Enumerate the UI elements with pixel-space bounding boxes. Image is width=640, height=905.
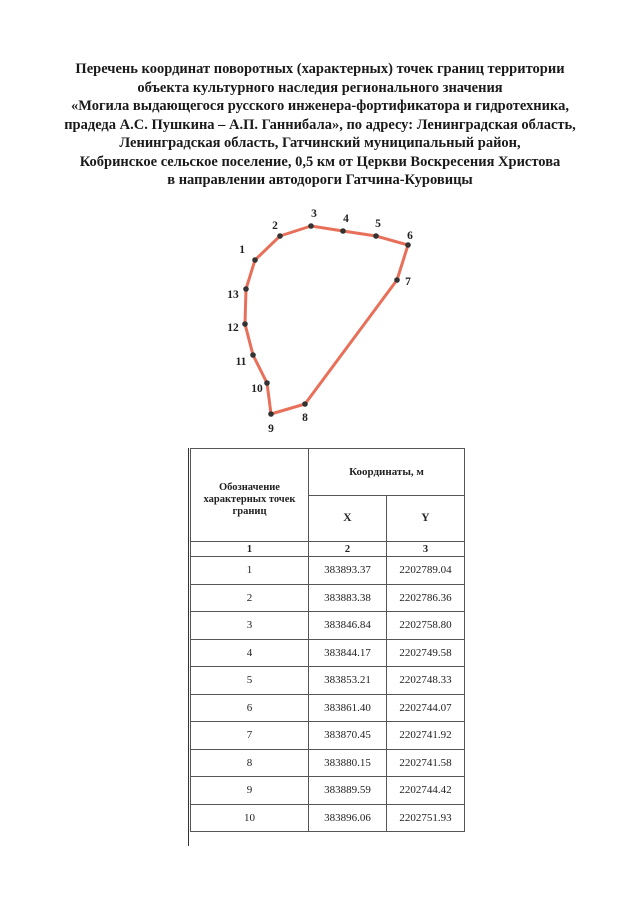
cell-point: 1 [191, 557, 309, 585]
table-row [191, 722, 465, 750]
boundary-point [302, 401, 308, 407]
cell-x: 383883.38 [309, 584, 387, 612]
cell-y: 2202741.58 [386, 749, 464, 777]
cell-point: 9 [191, 777, 309, 805]
point-label: 10 [251, 383, 263, 395]
title-line: прадеда А.С. Пушкина – А.П. Ганнибала», по адресу: Ленинградская область, [64, 116, 576, 133]
header-coordinates: Координаты, м [309, 449, 465, 496]
cell-point: 5 [191, 667, 309, 695]
point-label: 7 [405, 276, 411, 288]
boundary-point [340, 228, 346, 234]
cell-y: 2202741.92 [386, 722, 464, 750]
cell-point: 3 [191, 612, 309, 640]
boundary-svg [210, 205, 440, 440]
column-number-row [191, 542, 465, 557]
point-label: 12 [227, 322, 239, 334]
cell-x: 383896.06 [309, 804, 387, 832]
title-line: «Могила выдающегося русского инженера-фортификатора и гидротехника, [70, 98, 570, 114]
title-line: Перечень координат поворотных (характерных) точек границ территории [75, 61, 565, 77]
cell-point: 8 [191, 749, 309, 777]
column-number: 2 [309, 542, 387, 557]
cell-x: 383880.15 [309, 749, 387, 777]
cell-x: 383846.84 [309, 612, 387, 640]
boundary-point [268, 411, 274, 417]
cell-x: 383889.59 [309, 777, 387, 805]
cell-y: 2202751.93 [386, 804, 464, 832]
boundary-point [394, 277, 400, 283]
cell-y: 2202748.33 [386, 667, 464, 695]
cell-point: 4 [191, 639, 309, 667]
cell-y: 2202744.07 [386, 694, 464, 722]
boundary-point [250, 352, 256, 358]
boundary-point [252, 257, 258, 263]
boundary-point [264, 380, 270, 386]
table-row [191, 639, 465, 667]
boundary-point [243, 286, 249, 292]
table-row [191, 667, 465, 695]
title-line: Кобринское сельское поселение, 0,5 км от Церкви Воскресения Христова [79, 153, 561, 170]
point-label: 5 [375, 218, 381, 230]
cell-point: 2 [191, 584, 309, 612]
boundary-points [227, 208, 413, 435]
header-x: X [309, 495, 387, 542]
cell-y: 2202744.42 [386, 777, 464, 805]
table-row [191, 557, 465, 585]
cell-point: 10 [191, 804, 309, 832]
cell-x: 383844.17 [309, 639, 387, 667]
cell-y: 2202749.58 [386, 639, 464, 667]
point-label: 3 [311, 208, 317, 220]
header-designation: Обозначение характерных точек границ [191, 449, 309, 542]
header-y: Y [386, 495, 464, 542]
point-label: 11 [235, 356, 247, 368]
cell-x: 383893.37 [309, 557, 387, 585]
cell-y: 2202758.80 [386, 612, 464, 640]
point-label: 2 [272, 220, 278, 232]
boundary-point [277, 233, 283, 239]
boundary-point [405, 242, 411, 248]
boundary-diagram [210, 205, 440, 440]
cell-point: 6 [191, 694, 309, 722]
cell-point: 7 [191, 722, 309, 750]
document-title [40, 60, 600, 190]
title-line: объекта культурного наследия регионального значения [137, 79, 503, 96]
table-row [191, 804, 465, 832]
cell-y: 2202786.36 [386, 584, 464, 612]
point-label: 9 [268, 423, 274, 435]
column-number: 3 [386, 542, 464, 557]
point-label: 6 [407, 230, 413, 242]
table-row [191, 749, 465, 777]
cell-x: 383853.21 [309, 667, 387, 695]
boundary-polygon [245, 226, 408, 414]
title-line: в направлении автодороги Гатчина-Куровицы [167, 172, 473, 188]
table-row [191, 584, 465, 612]
boundary-point [308, 223, 314, 229]
cell-y: 2202789.04 [386, 557, 464, 585]
point-label: 1 [239, 244, 245, 256]
point-label: 8 [302, 412, 308, 424]
cell-x: 383870.45 [309, 722, 387, 750]
column-number: 1 [191, 542, 309, 557]
boundary-point [242, 321, 248, 327]
boundary-point [373, 233, 379, 239]
table-row [191, 777, 465, 805]
title-line: Ленинградская область, Гатчинский муниципальный район, [119, 135, 521, 151]
table-row [191, 612, 465, 640]
cell-x: 383861.40 [309, 694, 387, 722]
table-left-border [188, 448, 189, 846]
point-label: 13 [227, 289, 239, 301]
coordinates-table [190, 448, 465, 832]
table-row [191, 694, 465, 722]
point-label: 4 [343, 213, 349, 225]
